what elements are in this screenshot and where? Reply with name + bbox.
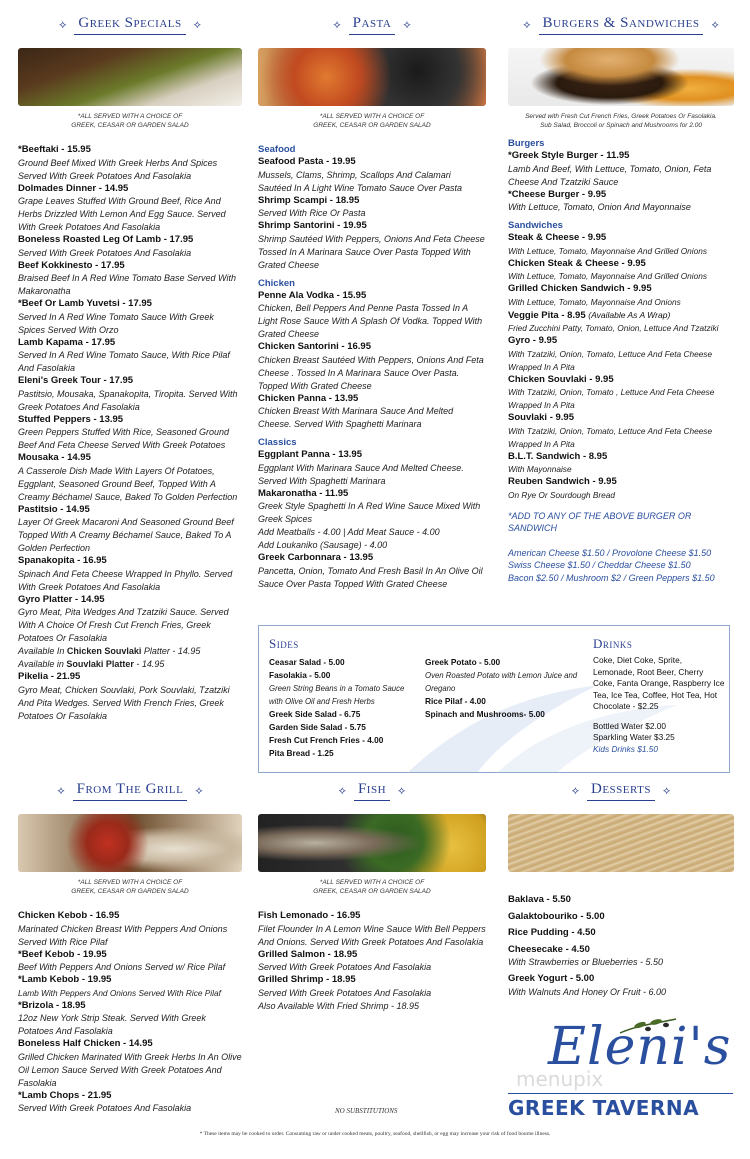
item-name: Souvlaki - 9.95 (508, 412, 575, 423)
item-name: Beef Kokkinesto - 17.95 (18, 259, 125, 271)
watermark-text: menupix (516, 1067, 604, 1091)
menu-item (269, 708, 419, 721)
grill-list (18, 910, 242, 1115)
ornament-icon: ⟡ (338, 784, 346, 797)
item-name: Lamb Kapama - 17.95 (18, 336, 116, 348)
desserts-section (508, 776, 734, 1003)
seafood-heading: Seafood (258, 144, 296, 155)
burgers-heading: Burgers (508, 138, 545, 149)
item-name: *Lamb Kebob - 19.95 (18, 974, 112, 985)
seafood-list (258, 156, 486, 272)
item-name: Boneless Roasted Leg Of Lamb - 17.95 (18, 234, 194, 245)
item-desc: With Lettuce, Tomato, Mayonnaise And Onions (508, 296, 681, 307)
avail-text: Available In (18, 646, 67, 656)
menu-item (258, 393, 486, 432)
menu-item (258, 974, 486, 1000)
kids-drinks: Kids Drinks $1.50 (593, 743, 659, 754)
item-name: Garden Side Salad - 5.75 (269, 722, 366, 732)
item-desc: Green String Beans in a Tomato Sauce with Olive Oil and Fresh Herbs (269, 684, 405, 706)
note-line: Served with Fresh Cut French Fries, Greek Potatoes Or Fasolakia. (525, 113, 717, 120)
seafood-pasta-photo (258, 48, 486, 106)
menu-item (258, 341, 486, 393)
chicken-heading: Chicken (258, 277, 295, 289)
menu-item (18, 671, 242, 723)
menu-item (508, 258, 734, 284)
item-name: Rice Pudding - 4.50 (508, 927, 596, 938)
item-name: Grilled Chicken Sandwich - 9.95 (508, 283, 652, 294)
chicken-list (258, 290, 486, 432)
item-name: Fish Lemonado - 16.95 (258, 910, 361, 921)
item-name: Mousaka - 14.95 (18, 452, 91, 463)
item-desc: Shrimp Sautéed With Peppers, Onions And Feta Cheese Tossed In A Marinara Sauce Over Pasta Topped With Grated Cheese (258, 233, 485, 270)
item-name: Grilled Salmon - 18.95 (258, 948, 358, 960)
item-desc: Chicken, Bell Peppers And Penne Pasta Tossed In A Light Rose Sauce With A Splash Of Vodka. Topped With Grated Cheese (258, 303, 483, 339)
menu-item (18, 974, 242, 1000)
item-desc: Fried Zucchini Patty, Tomato, Onion, Lettuce And Tzatziki (508, 323, 719, 333)
add-on-line: American Cheese $1.50 / Provolone Cheese $1.50 (508, 547, 712, 558)
item-name: Pastitsio - 14.95 (18, 503, 90, 515)
burger-list (508, 150, 734, 214)
menu-item (425, 656, 585, 695)
item-desc: Ground Beef Mixed With Greek Herbs And Spices Served With Greek Potatoes And Fasolakia (18, 157, 218, 181)
section-title: Greek Specials (74, 15, 185, 35)
ornament-icon: ⟡ (398, 784, 406, 797)
item-desc: With Lettuce, Tomato, Onion And Mayonnaise (508, 202, 691, 212)
menu-item (258, 290, 486, 342)
section-header (258, 10, 486, 40)
menu-item (508, 374, 734, 413)
menu-item (258, 910, 486, 949)
item-desc: Beef With Peppers And Onions Served w/ Rice Pilaf (18, 962, 226, 972)
sides-drinks-panel (258, 625, 730, 773)
ornament-icon: ⟡ (333, 18, 341, 31)
fried-shrimp-note: Also Available With Fried Shrimp - 18.95 (258, 1000, 419, 1011)
menu-item (508, 309, 734, 336)
item-name: Shrimp Scampi - 18.95 (258, 194, 360, 206)
bottled-water: Bottled Water $2.00 (593, 720, 667, 731)
item-name: Shrimp Santorini - 19.95 (258, 220, 367, 231)
ornament-icon: ⟡ (523, 18, 531, 31)
note-line: GREEK, CEASAR OR GARDEN SALAD (71, 122, 189, 129)
menu-item (18, 1000, 242, 1039)
item-desc: Lamb And Beef, With Lettuce, Tomato, Onion, Feta Cheese And Tzatziki Sauce (508, 163, 712, 187)
menu-item (258, 156, 486, 195)
menu-item (258, 552, 486, 591)
baklava-photo (508, 814, 734, 872)
note-line: GREEK, CEASAR OR GARDEN SALAD (71, 888, 189, 895)
section-header (508, 776, 734, 806)
item-desc: With Lettuce, Tomato, Mayonnaise And Grilled Onions (508, 245, 707, 256)
item-name: Cheesecake - 4.50 (508, 943, 590, 955)
item-name: Chicken Panna - 13.95 (258, 392, 359, 404)
ornament-icon: ⟡ (403, 18, 411, 31)
menu-item (508, 911, 734, 924)
item-name: Stuffed Peppers - 13.95 (18, 413, 124, 425)
item-name: Dolmades Dinner - 14.95 (18, 182, 129, 194)
item-desc: Served With Greek Potatoes And Fasolakia (258, 987, 432, 998)
fish-section (258, 776, 486, 1013)
menu-item (269, 656, 419, 669)
salad-note (18, 112, 242, 130)
item-name: Seafood Pasta - 19.95 (258, 156, 356, 167)
menu-item (425, 708, 585, 721)
menu-item (18, 375, 242, 414)
item-name: Spinach and Mushrooms- 5.00 (425, 709, 545, 719)
menu-item (508, 973, 734, 999)
grill-section (18, 776, 242, 1115)
item-name: Chicken Kebob - 16.95 (18, 910, 120, 921)
item-name: Pikelia - 21.95 (18, 671, 81, 682)
item-name: Greek Yogurt - 5.00 (508, 973, 595, 984)
item-name-row (508, 309, 734, 323)
add-on-line: Swiss Cheese $1.50 / Cheddar Cheese $1.50 (508, 560, 691, 570)
item-name: Spanakopita - 16.95 (18, 555, 107, 566)
section-header (18, 776, 242, 806)
menu-item (18, 1090, 242, 1116)
menu-item (508, 412, 734, 451)
menu-item (269, 747, 419, 760)
item-name: Boneless Half Chicken - 14.95 (18, 1038, 153, 1049)
menu-item (258, 949, 486, 975)
greek-specials-list (18, 144, 242, 645)
item-name: *Greek Style Burger - 11.95 (508, 150, 630, 161)
add-on-line: Bacon $2.50 / Mushroom $2 / Green Peppers $1.50 (508, 572, 715, 583)
item-desc: Braised Beef In A Red Wine Tomato Base Served With Makaronatha (18, 273, 236, 296)
menu-item (18, 183, 242, 235)
note-line: *ALL SERVED WITH A CHOICE OF (319, 113, 425, 120)
item-name: Baklava - 5.50 (508, 894, 571, 905)
note-line: *ALL SERVED WITH A CHOICE OF (77, 879, 183, 886)
ornament-icon: ⟡ (57, 784, 65, 797)
item-name: *Beeftaki - 15.95 (18, 144, 91, 155)
item-name: *Beef Or Lamb Yuvetsi - 17.95 (18, 298, 152, 309)
note-line: *ALL SERVED WITH A CHOICE OF (77, 113, 183, 120)
item-name: Reuben Sandwich - 9.95 (508, 476, 617, 487)
sides-left (269, 636, 419, 760)
item-name: Ceasar Salad - 5.00 (269, 657, 345, 667)
dessert-list (508, 894, 734, 999)
item-desc: Lamb With Peppers And Onions Served With Rice Pilaf (18, 987, 221, 998)
item-desc: With Tzatziki, Onion, Tomato , Lettuce And Feta Cheese Wrapped In A Pita (508, 387, 715, 410)
item-name: Steak & Cheese - 9.95 (508, 232, 607, 243)
menu-item (18, 1038, 242, 1090)
menu-item (508, 944, 734, 970)
section-header (258, 776, 486, 806)
sparkling-water: Sparkling Water $3.25 (593, 732, 675, 742)
item-name: Galaktobouriko - 5.00 (508, 910, 605, 922)
item-desc: Spinach And Feta Cheese Wrapped In Phyllo. Served With Greek Potatoes And Fasolakia (18, 568, 233, 592)
item-name: Greek Potato - 5.00 (425, 657, 501, 667)
note-line: *ALL SERVED WITH A CHOICE OF (319, 879, 425, 886)
menu-item (18, 504, 242, 556)
item-desc: With Walnuts And Honey Or Fruit - 6.00 (508, 986, 666, 997)
avail-bold: Souvlaki Platter (66, 659, 134, 669)
grill-photo (18, 814, 242, 872)
classics-heading: Classics (258, 437, 297, 448)
sides-left-list (269, 656, 419, 760)
item-desc: Pancetta, Onion, Tomato And Fresh Basil In An Olive Oil Sauce Over Pasta Topped With Grated Cheese (258, 565, 483, 589)
menu-item (258, 449, 486, 488)
section-title: Pasta (349, 15, 396, 35)
item-desc: Mussels, Clams, Shrimp, Scallops And Calamari Sautéed In A Light Wine Tomato Sauce Over Pasta (258, 169, 463, 193)
salad-note (258, 112, 486, 130)
sides-note (508, 112, 734, 130)
item-name: *Beef Kebob - 19.95 (18, 948, 107, 960)
availability-note (18, 645, 242, 658)
item-name: Veggie Pita - 8.95 (508, 309, 586, 321)
item-desc: Grilled Chicken Marinated With Greek Herbs In An Olive Oil Lemon Sauce Served With Greek Potatoes And Fasolakia (18, 1051, 242, 1088)
item-name: Chicken Steak & Cheese - 9.95 (508, 257, 646, 269)
logo-subtitle: GREEK TAVERNA (508, 1093, 733, 1120)
item-name: Greek Carbonnara - 13.95 (258, 552, 374, 563)
menu-item (18, 910, 242, 949)
menu-item (508, 189, 734, 215)
drinks-title: Drinks (593, 636, 633, 651)
item-desc: Green Peppers Stuffed With Rice, Seasoned Ground Beef And Feta Cheese Served With Greek Potatoes (18, 427, 230, 450)
item-name-extra: (Available As A Wrap) (588, 309, 671, 320)
menu-item (269, 734, 419, 747)
ornament-icon: ⟡ (663, 784, 671, 797)
section-title: Desserts (587, 781, 655, 801)
item-name: Makaronatha - 11.95 (258, 487, 349, 499)
avail-text: Available in (18, 659, 67, 669)
item-desc: Chicken Breast With Marinara Sauce And Melted Cheese. Served With Spaghetti Marinara (258, 406, 454, 429)
menu-item (258, 195, 486, 221)
ornament-icon: ⟡ (711, 18, 719, 31)
drinks (593, 636, 725, 755)
fish-photo (258, 814, 486, 872)
menu-item (18, 555, 242, 594)
menu-item (18, 260, 242, 299)
item-desc: A Casserole Dish Made With Layers Of Potatoes, Eggplant, Seasoned Ground Beef, Topped With A Creamy Béchamel Sauce, Baked To Golden Perfection (18, 465, 238, 502)
item-desc: Served With Greek Potatoes And Fasolakia (18, 247, 192, 258)
lamb-dish-photo (18, 48, 242, 106)
menu-item (269, 721, 419, 734)
add-on-note: *ADD TO ANY OF THE ABOVE BURGER OR SANDWICH (508, 510, 692, 533)
menu-item (18, 298, 242, 337)
item-name: Gyro Platter - 14.95 (18, 593, 105, 605)
item-desc: Layer Of Greek Macaroni And Seasoned Ground Beef Topped With A Creamy Béchamel Sauce, Baked To A Golden Perfection (18, 517, 234, 553)
item-name: Penne Ala Vodka - 15.95 (258, 289, 367, 301)
menu-item (425, 695, 585, 708)
menu-item (258, 488, 486, 527)
item-desc: With Lettuce, Tomato, Mayonnaise And Grilled Onions (508, 271, 707, 281)
item-desc: 12oz New York Strip Steak. Served With Greek Potatoes And Fasolakia (18, 1013, 206, 1036)
avail-text: Platter - 14.95 (141, 646, 201, 656)
menu-item (18, 337, 242, 376)
menu-item (18, 949, 242, 975)
menu-item (18, 452, 242, 504)
item-desc: Served In A Red Wine Tomato Sauce With Greek Spices Served With Orzo (18, 311, 214, 335)
sandwiches-heading: Sandwiches (508, 220, 563, 231)
note-line: GREEK, CEASAR OR GARDEN SALAD (313, 888, 431, 895)
item-name: Chicken Souvlaki - 9.95 (508, 373, 614, 385)
menu-item (508, 476, 734, 502)
item-desc: Pastitsio, Mousaka, Spanakopita, Tiropita. Served With Greek Potatoes And Fasolakia (18, 388, 238, 412)
salad-note (258, 878, 486, 896)
menu-item (18, 144, 242, 183)
item-name: Gyro - 9.95 (508, 335, 558, 346)
fish-list (258, 910, 486, 1000)
item-desc: Filet Flounder In A Lemon Wine Sauce With Bell Peppers And Onions. Served With Greek Potatoes And Fasolakia (258, 923, 486, 947)
ornament-icon: ⟡ (571, 784, 579, 797)
item-desc: Grape Leaves Stuffed With Ground Beef, Rice And Herbs Drizzled With Lemon And Egg Sauce. Served With Greek Potatoes And Fasolakia (18, 196, 226, 232)
addon-line: Add Meatballs - 4.00 | Add Meat Sauce - 4.00 (258, 527, 440, 537)
menu-item (508, 335, 734, 374)
section-header (18, 10, 242, 40)
item-desc: On Rye Or Sourdough Bread (508, 489, 615, 500)
menu-item (508, 927, 734, 940)
ornament-icon: ⟡ (195, 784, 203, 797)
avail-bold: Chicken Souvlaki (66, 646, 142, 656)
item-desc: Greek Style Spaghetti In A Red Wine Sauce Mixed With Greek Spices (258, 501, 481, 524)
note-line: Sub Salad, Broccoli or Spinach and Mushrooms for 2.00 (540, 122, 702, 129)
section-title: Burgers & Sandwiches (539, 15, 704, 35)
item-desc: With Strawberries or Blueberries - 5.50 (508, 957, 663, 967)
section-title: Fish (354, 781, 390, 801)
item-desc: Served With Greek Potatoes And Fasolakia (18, 1103, 192, 1113)
menu-item (18, 414, 242, 453)
note-line: GREEK, CEASAR OR GARDEN SALAD (313, 122, 431, 129)
addon-line: Add Loukaniko (Sausage) - 4.00 (258, 540, 388, 550)
logo (508, 1015, 733, 1120)
item-desc: Served In A Red Wine Tomato Sauce, With Rice Pilaf And Fasolakia (18, 350, 230, 373)
pasta-section (258, 10, 486, 591)
menu-item (508, 451, 734, 477)
menu-item (18, 594, 242, 646)
sandwich-list (508, 232, 734, 502)
drinks-list: Coke, Diet Coke, Sprite, Lemonade, Root Beer, Cherry Coke, Fanta Orange, Raspberry Ice Tea, Ice Tea, Coffee, Hot Tea, Hot Chocolate - $2.25 (593, 655, 725, 711)
item-name: Fresh Cut French Fries - 4.00 (269, 735, 384, 745)
item-name: Rice Pilaf - 4.00 (425, 696, 486, 706)
item-desc: Served With Rice Or Pasta (258, 208, 366, 218)
item-desc: With Mayonnaise (508, 464, 572, 474)
item-name: Eleni's Greek Tour - 17.95 (18, 375, 134, 386)
item-desc: Marinated Chicken Breast With Peppers And Onions Served With Rice Pilaf (18, 923, 228, 947)
menu-item (508, 894, 734, 907)
item-name: *Brizola - 18.95 (18, 999, 86, 1011)
classics-list (258, 449, 486, 526)
item-desc: With Tzatziki, Onion, Tomato, Lettuce And Feta Cheese Wrapped In A Pita (508, 348, 713, 372)
item-name: B.L.T. Sandwich - 8.95 (508, 450, 608, 462)
salad-note (18, 878, 242, 896)
menu-item (508, 283, 734, 309)
item-name: Fasolakia - 5.00 (269, 670, 331, 680)
availability-note (18, 658, 242, 671)
sides-right-list (425, 656, 585, 721)
item-name: Grilled Shrimp - 18.95 (258, 974, 356, 985)
burgers-section (508, 10, 734, 584)
item-name: *Cheese Burger - 9.95 (508, 188, 607, 200)
section-header (508, 10, 734, 40)
item-desc: Eggplant With Marinara Sauce And Melted Cheese. Served With Spaghetti Marinara (258, 462, 464, 486)
menu-item (508, 232, 734, 258)
sides-right (425, 656, 585, 721)
ornament-icon: ⟡ (193, 18, 201, 31)
item-desc: Chicken Breast Sautéed With Peppers, Onions And Feta Cheese . Tossed In A Marinara Sauce Over Pasta. Topped With Grated Cheese (258, 354, 484, 391)
menu-item (18, 234, 242, 260)
menu-item (508, 150, 734, 189)
sides-title: Sides (269, 636, 299, 651)
item-name: *Lamb Chops - 21.95 (18, 1089, 112, 1101)
item-name: Eggplant Panna - 13.95 (258, 449, 362, 460)
item-desc: Gyro Meat, Pita Wedges And Tzatziki Sauce. Served With A Choice Of Fresh Cut French Fries, Greek Potatoes Or Fasolakia (18, 607, 229, 643)
item-desc: Gyro Meat, Chicken Souvlaki, Pork Souvlaki, Tzatziki And Pita Wedges. Served With French Fries, Greek Potatoes Or Fasolakia (18, 684, 230, 721)
greek-specials-section (18, 10, 242, 723)
footer-disclaimer: * These items may be cooked to order. Consuming raw or under cooked meats, poultry, seafood, shellfish, or egg may increase your risk of food bourne illness. (199, 1131, 551, 1137)
logo-script: Eleni's (548, 1017, 732, 1077)
item-desc: Oven Roasted Potato with Lemon Juice and Oregano (425, 671, 578, 693)
no-substitutions: NO SUBSTITUTIONS (335, 1107, 398, 1115)
menu-item (269, 669, 419, 708)
ornament-icon: ⟡ (59, 18, 67, 31)
item-desc: Served With Greek Potatoes And Fasolakia (258, 962, 432, 972)
item-name: Chicken Santorini - 16.95 (258, 341, 371, 352)
item-name: Pita Bread - 1.25 (269, 748, 334, 758)
item-desc: With Tzatziki, Onion, Tomato, Lettuce And Feta Cheese Wrapped In A Pita (508, 425, 713, 449)
burger-photo (508, 48, 734, 106)
avail-text: - 14.95 (133, 659, 165, 669)
section-title: From The Grill (73, 781, 188, 801)
item-name: Greek Side Salad - 6.75 (269, 709, 361, 719)
menu-item (258, 220, 486, 272)
